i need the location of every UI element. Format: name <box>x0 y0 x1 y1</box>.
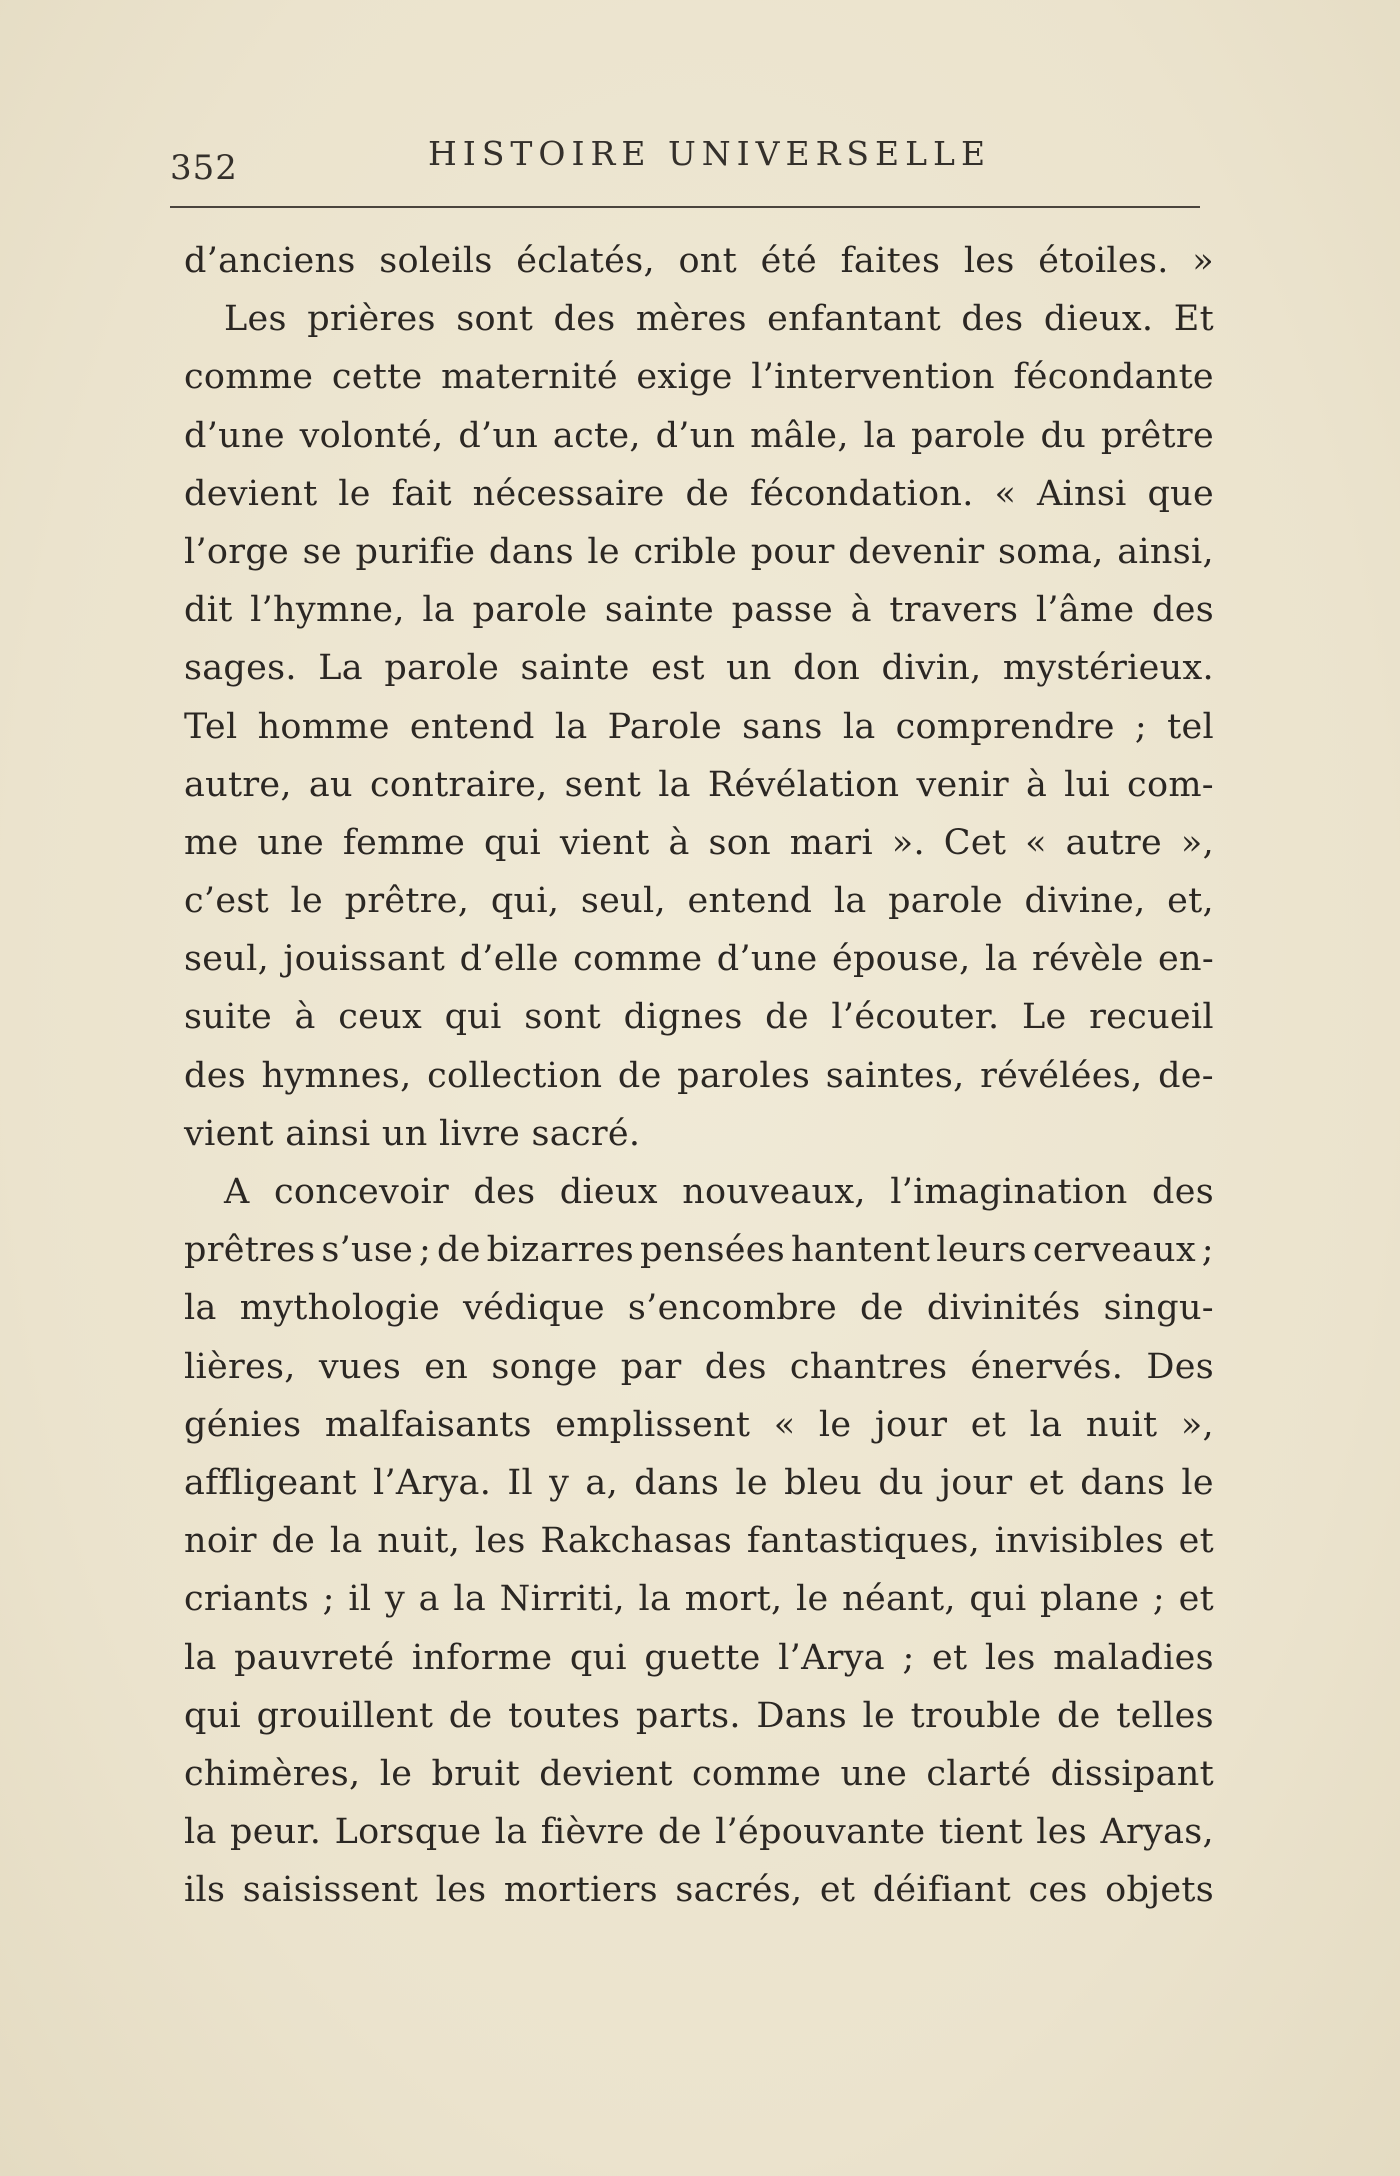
running-head <box>170 130 1205 190</box>
text-line: c’est le prêtre, qui, seul, entend la parole divine, et, <box>184 881 1214 922</box>
text-line: Les prières sont des mères enfantant des dieux. Et <box>224 299 1214 340</box>
text-line: des hymnes, collection de paroles saintes, révélées, de- <box>184 1055 1214 1096</box>
text-line: génies malfaisants emplissent « le jour et la nuit », <box>184 1404 1214 1445</box>
page-number: 352 <box>170 148 238 188</box>
text-line: noir de la nuit, les Rakchasas fantastiques, invisibles et <box>184 1521 1214 1562</box>
text-line: suite à ceux qui sont dignes de l’écouter. Le recueil <box>184 997 1214 1038</box>
text-line: ils saisissent les mortiers sacrés, et déifiant ces objets <box>184 1870 1214 1911</box>
text-line: d’anciens soleils éclatés, ont été faites les étoiles. » <box>184 241 1214 281</box>
text-line: la peur. Lorsque la fièvre de l’épouvante tient les Aryas, <box>184 1812 1214 1853</box>
text-line: criants ; il y a la Nirriti, la mort, le néant, qui plane ; et <box>184 1579 1214 1620</box>
text-line: A concevoir des dieux nouveaux, l’imagination des <box>224 1172 1214 1212</box>
text-line: me une femme qui vient à son mari ». Cet « autre », <box>184 822 1214 863</box>
text-line: la mythologie védique s’encombre de divinités singu- <box>184 1288 1214 1329</box>
text-line: sages. La parole sainte est un don divin, mystérieux. <box>184 648 1214 689</box>
text-line: prêtres s’use ; de bizarres pensées hantent leurs cerveaux ; <box>184 1230 1214 1271</box>
running-title: HISTOIRE UNIVERSELLE <box>428 134 992 173</box>
text-line: l’orge se purifie dans le crible pour devenir soma, ainsi, <box>184 531 1214 572</box>
text-line: affligeant l’Arya. Il y a, dans le bleu du jour et dans le <box>184 1462 1214 1503</box>
text-line: la pauvreté informe qui guette l’Arya ; et les maladies <box>184 1637 1214 1678</box>
body-text <box>184 232 1214 1919</box>
text-line: vient ainsi un livre sacré. <box>184 1113 641 1154</box>
text-line: seul, jouissant d’elle comme d’une épouse, la révèle en- <box>184 939 1214 980</box>
text-line: autre, au contraire, sent la Révélation venir à lui com- <box>184 764 1214 805</box>
header-rule <box>170 206 1200 208</box>
text-line: d’une volonté, d’un acte, d’un mâle, la parole du prêtre <box>184 415 1214 456</box>
text-line: Tel homme entend la Parole sans la comprendre ; tel <box>184 706 1214 747</box>
text-line: dit l’hymne, la parole sainte passe à travers l’âme des <box>184 590 1214 631</box>
text-line: comme cette maternité exige l’intervention fécondante <box>184 357 1214 398</box>
text-line: qui grouillent de toutes parts. Dans le trouble de telles <box>184 1695 1214 1736</box>
text-line: devient le fait nécessaire de fécondation. « Ainsi que <box>184 473 1214 514</box>
text-line: lières, vues en songe par des chantres énervés. Des <box>184 1346 1214 1387</box>
text-line: chimères, le bruit devient comme une clarté dissipant <box>184 1753 1214 1794</box>
